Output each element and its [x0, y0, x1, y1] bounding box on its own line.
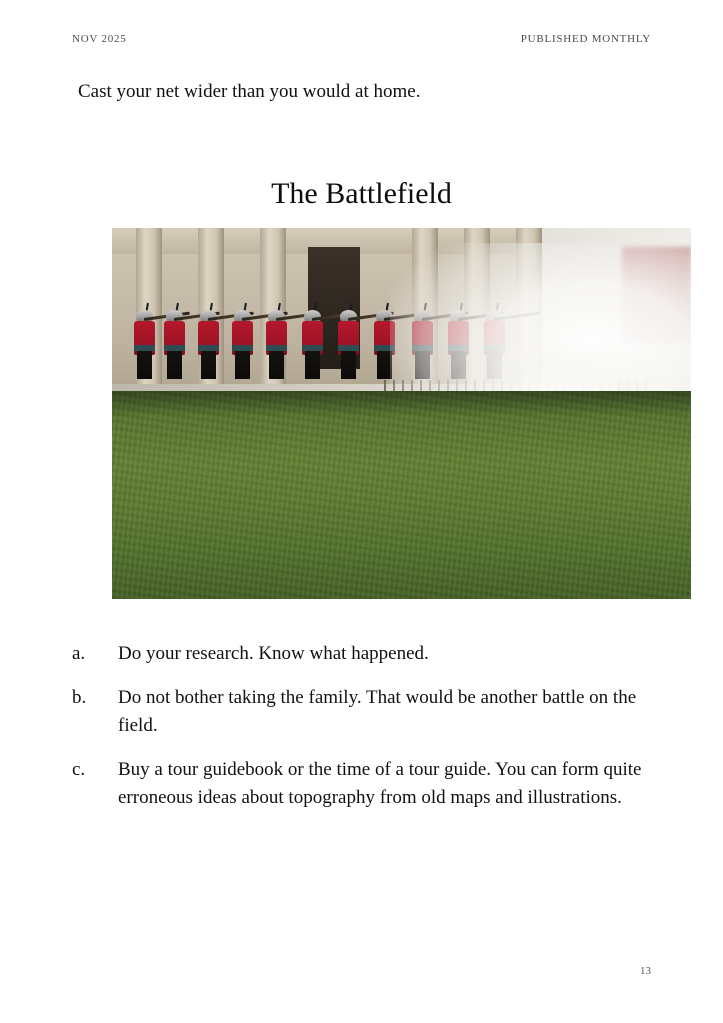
page-title: The Battlefield: [271, 177, 452, 211]
photo-illustration: [112, 228, 691, 599]
list-item-marker: c.: [72, 759, 86, 781]
list-item-marker: a.: [72, 643, 86, 664]
running-head-left: NOV 2025: [72, 33, 127, 45]
running-head-right: PUBLISHED MONTHLY: [520, 33, 651, 45]
battlefield-photo: [112, 228, 691, 599]
list-item-text: Do your research. Know what happened.: [118, 643, 429, 664]
running-head: [72, 33, 651, 45]
list-item-text: Do not bother taking the family. That would be another battle on the field.: [118, 687, 637, 737]
list-item: [72, 640, 655, 668]
advice-list: [72, 640, 655, 829]
photo-grass-shadow: [112, 391, 691, 417]
list-item-text: Buy a tour guidebook or the time of a tour guide. You can form quite erroneous ideas about topography from old maps and illustrations.: [118, 759, 642, 809]
list-item: [72, 756, 655, 812]
photo-grass-texture: [112, 391, 691, 599]
lead-line: Cast your net wider than you would at home.: [78, 81, 421, 102]
page-number: 13: [640, 965, 651, 977]
list-item: [72, 684, 655, 740]
list-item-marker: b.: [72, 687, 87, 709]
